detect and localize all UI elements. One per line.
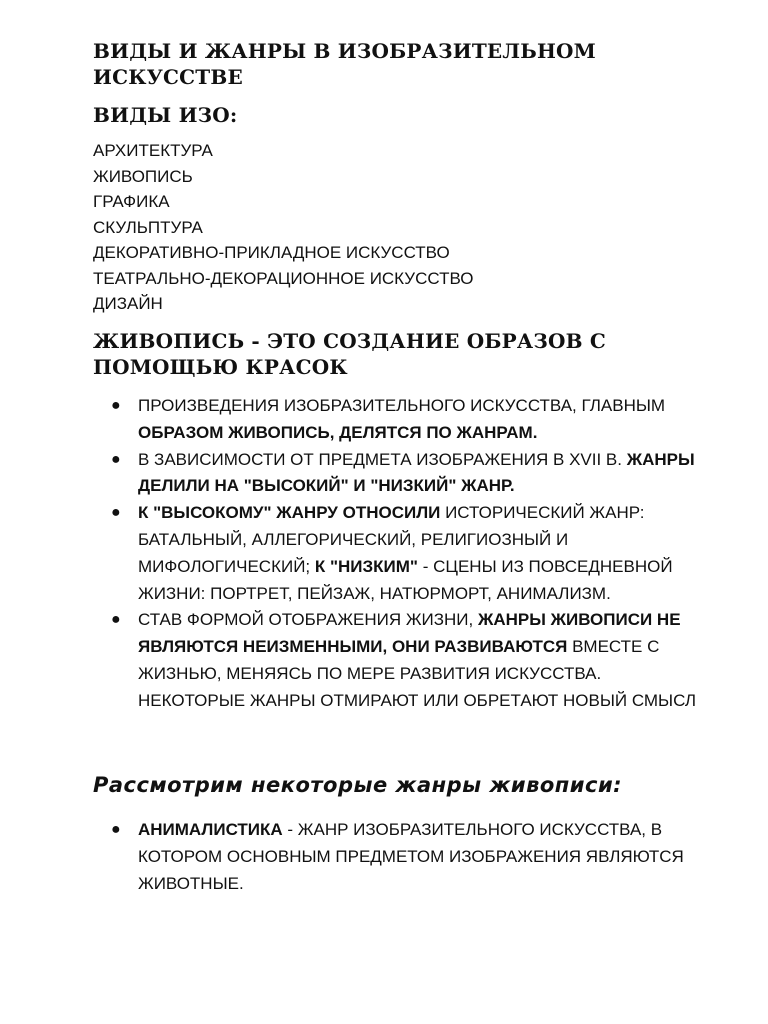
document-title: ВИДЫ И ЖАНРЫ В ИЗОБРАЗИТЕЛЬНОМ ИСКУССТВЕ [93, 39, 597, 89]
list-item [111, 816, 698, 897]
kinds-list [93, 138, 473, 317]
kind-item: АРХИТЕКТУРА [93, 141, 213, 160]
bullet-text: - СЦЕНЫ ИЗ ПОВСЕДНЕВНОЙ ЖИЗНИ: ПОРТРЕТ, ПЕЙЗАЖ, НАТЮРМОРТ, АНИМАЛИЗМ. [138, 556, 673, 603]
bullet-bold-text: ЖАНРЫ ЖИВОПИСИ НЕ ЯВЛЯЮТСЯ НЕИЗМЕННЫМИ, ОНИ РАЗВИВАЮТСЯ [138, 610, 681, 657]
kind-item: ДИЗАЙН [93, 294, 163, 313]
bullet-text: - ЖАНР ИЗОБРАЗИТЕЛЬНОГО ИСКУССТВА, В КОТОРОМ ОСНОВНЫМ ПРЕДМЕТОМ ИЗОБРАЖЕНИЯ ЯВЛЯЮТСЯ ЖИВОТНЫЕ. [138, 820, 684, 893]
genres-heading: Рассмотрим некоторые жанры живописи: [93, 773, 623, 797]
bullet-bold-text: К "ВЫСОКОМУ" ЖАНРУ ОТНОСИЛИ [138, 503, 441, 523]
bullet-icon: ● [111, 821, 121, 838]
kind-item: ГРАФИКА [93, 192, 170, 211]
kind-item: СКУЛЬПТУРА [93, 217, 203, 237]
kind-item: ЖИВОПИСЬ [93, 166, 193, 186]
bullet-bold-text: ЖАНРЫ ДЕЛИЛИ НА "ВЫСОКИЙ" И "НИЗКИЙ" ЖАНР. [138, 449, 695, 496]
bullet-text: СТАВ ФОРМОЙ ОТОБРАЖЕНИЯ ЖИЗНИ, [138, 610, 478, 630]
painting-heading: ЖИВОПИСЬ - ЭТО СОЗДАНИЕ ОБРАЗОВ С ПОМОЩЬЮ КРАСОК [93, 329, 606, 379]
bullet-bold-text: К "НИЗКИМ" [314, 556, 418, 576]
bullet-icon: ● [111, 450, 121, 468]
kind-item: ТЕАТРАЛЬНО-ДЕКОРАЦИОННОЕ ИСКУССТВО [93, 268, 474, 288]
bullet-bold-text: АНИМАЛИСТИКА [138, 820, 283, 839]
bullet-icon: ● [111, 611, 121, 629]
genres-bullet-list [111, 816, 698, 897]
painting-bullet-list [111, 393, 698, 715]
list-item [111, 500, 698, 607]
bullet-text: В ЗАВИСИМОСТИ ОТ ПРЕДМЕТА ИЗОБРАЖЕНИЯ В XVII В. [138, 449, 627, 469]
bullet-text: ВМЕСТЕ С ЖИЗНЬЮ, МЕНЯЯСЬ ПО МЕРЕ РАЗВИТИЯ ИСКУССТВА. НЕКОТОРЫЕ ЖАНРЫ ОТМИРАЮТ ИЛИ ОБРЕТАЮТ НОВЫЙ СМЫСЛ [138, 637, 696, 710]
kinds-heading: ВИДЫ ИЗО: [93, 103, 238, 127]
bullet-text: ПРОИЗВЕДЕНИЯ ИЗОБРАЗИТЕЛЬНОГО ИСКУССТВА, ГЛАВНЫМ [138, 396, 666, 415]
list-item [111, 607, 698, 714]
bullet-icon: ● [111, 397, 121, 414]
list-item [111, 393, 698, 447]
bullet-bold-text: ОБРАЗОМ ЖИВОПИСЬ, ДЕЛЯТСЯ ПО ЖАНРАМ. [138, 422, 538, 442]
list-item [111, 447, 698, 501]
bullet-text: ИСТОРИЧЕСКИЙ ЖАНР: БАТАЛЬНЫЙ, АЛЛЕГОРИЧЕСКИЙ, РЕЛИГИОЗНЫЙ И МИФОЛОГИЧЕСКИЙ; [138, 503, 645, 576]
kind-item: ДЕКОРАТИВНО-ПРИКЛАДНОЕ ИСКУССТВО [93, 243, 450, 262]
bullet-icon: ● [111, 504, 121, 522]
